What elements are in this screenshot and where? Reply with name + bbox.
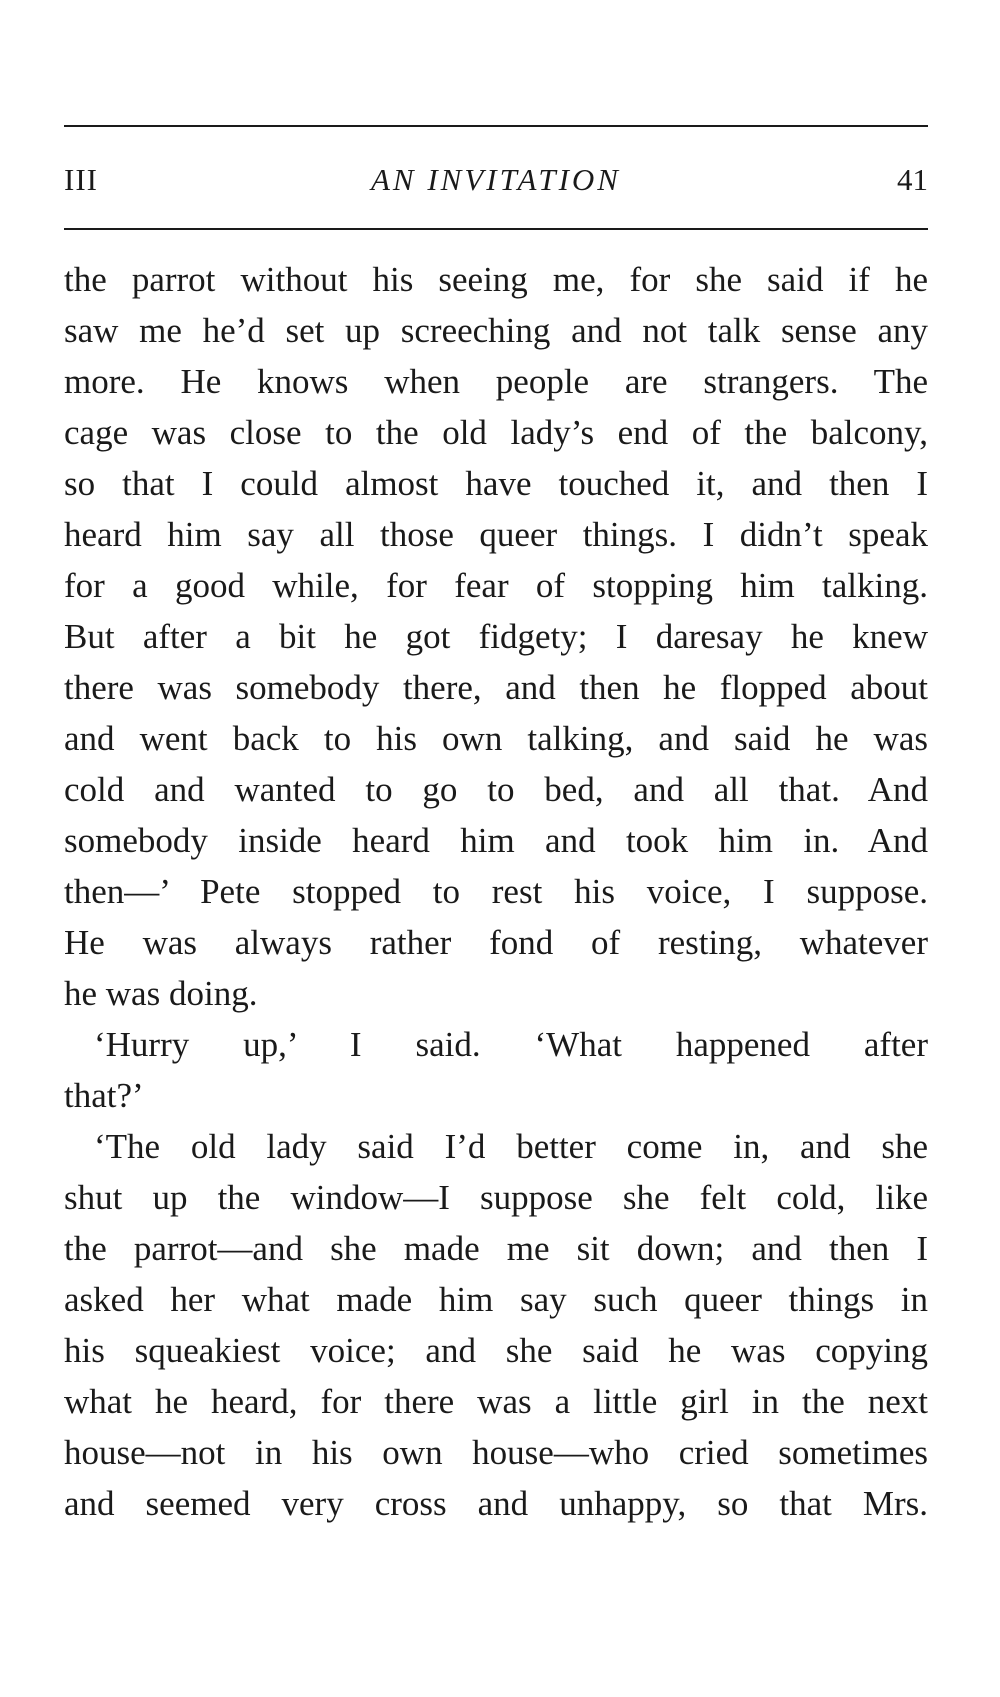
text-line: But after a bit he got fidgety; I daresay he knew [64, 617, 928, 656]
text-line: what he heard, for there was a little girl in the next [64, 1382, 928, 1421]
text-line: ‘The old lady said I’d better come in, and she [94, 1127, 928, 1166]
page-number: 41 [897, 162, 928, 197]
text-line: shut up the window—I suppose she felt cold, like [64, 1178, 928, 1217]
text-line: he was doing. [64, 974, 258, 1013]
paragraph-1 [64, 254, 928, 1019]
text-line: and went back to his own talking, and said he was [64, 719, 928, 758]
text-line: heard him say all those queer things. I didn’t speak [64, 515, 928, 554]
text-line: the parrot without his seeing me, for she said if he [64, 260, 928, 299]
text-line: ‘Hurry up,’ I said. ‘What happened after [94, 1025, 928, 1064]
text-line: his squeakiest voice; and she said he was copying [64, 1331, 928, 1370]
running-head [64, 158, 928, 202]
paragraph-2 [64, 1019, 928, 1121]
text-line: cage was close to the old lady’s end of the balcony, [64, 413, 928, 452]
text-line: then—’ Pete stopped to rest his voice, I suppose. [64, 872, 928, 911]
text-line: cold and wanted to go to bed, and all that. And [64, 770, 928, 809]
body-text [64, 254, 928, 1529]
text-line: house—not in his own house—who cried sometimes [64, 1433, 928, 1472]
chapter-number: III [64, 162, 98, 197]
text-line: so that I could almost have touched it, and then I [64, 464, 928, 503]
chapter-title: AN INVITATION [371, 162, 621, 197]
text-line: He was always rather fond of resting, whatever [64, 923, 928, 962]
text-line: asked her what made him say such queer things in [64, 1280, 928, 1319]
text-line: for a good while, for fear of stopping him talking. [64, 566, 928, 605]
paragraph-3 [64, 1121, 928, 1529]
text-line: the parrot—and she made me sit down; and then I [64, 1229, 928, 1268]
header-top-rule [64, 125, 928, 127]
text-line: saw me he’d set up screeching and not talk sense any [64, 311, 928, 350]
text-line: more. He knows when people are strangers. The [64, 362, 928, 401]
header-bottom-rule [64, 228, 928, 230]
text-line: there was somebody there, and then he flopped about [64, 668, 928, 707]
text-line: that?’ [64, 1076, 144, 1115]
text-line: and seemed very cross and unhappy, so that Mrs. [64, 1484, 928, 1523]
text-line: somebody inside heard him and took him in. And [64, 821, 928, 860]
